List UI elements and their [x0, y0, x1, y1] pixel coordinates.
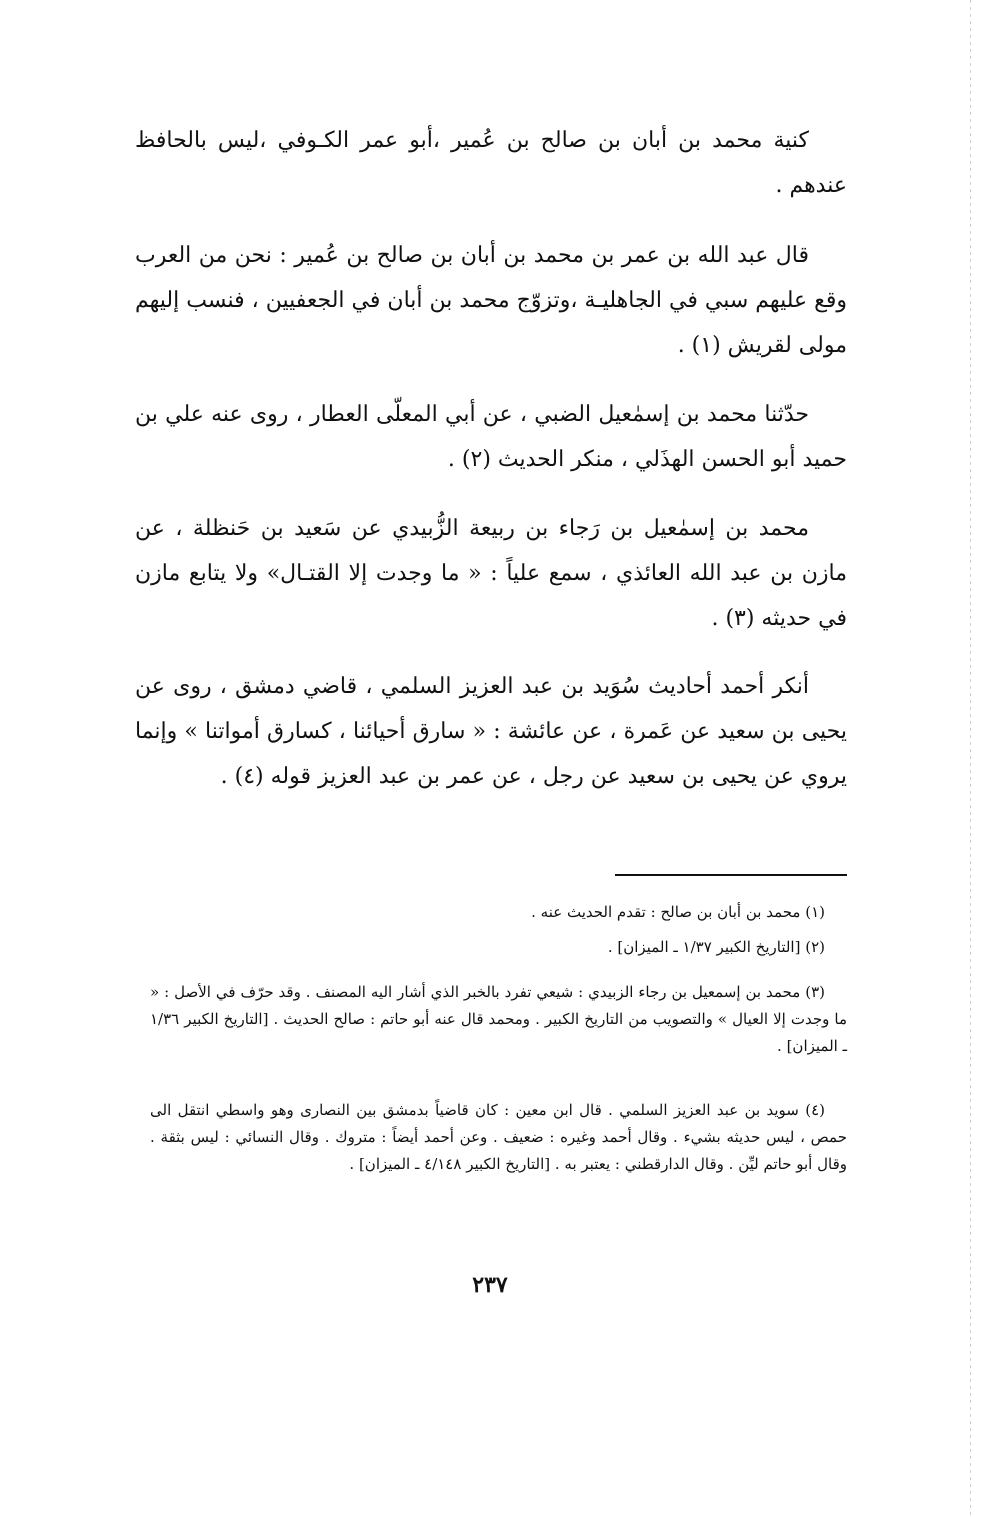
paragraph-abdullah-ibn-umar [135, 233, 847, 368]
paragraph-text: محمد بن إسمٰعيل بن رَجاء بن ربيعة الزُّبيدي عن سَعيد بن حَنظلة ، عن مازن بن عبد الله العائذي ، سمع علياً : « ما وجدت إلا القتـال» ولا يتابع مازن في حديثه (٣) . [135, 516, 847, 631]
footnote-text: (١) محمد بن أبان بن صالح : تقدم الحديث عنه . [531, 903, 825, 921]
paragraph-kunya-muhammad-ibn-aban [135, 118, 847, 208]
footnote-1 [150, 899, 847, 926]
footnote-text: (٢) [التاريخ الكبير ١/٣٧ ـ الميزان] . [607, 938, 825, 956]
paragraph-text: حدّثنا محمد بن إسمٰعيل الضبي ، عن أبي المعلّى العطار ، روى عنه علي بن حميد أبو الحسن الهذَلي ، منكر الحديث (٢) . [135, 402, 847, 472]
footnote-text: (٣) محمد بن إسمعيل بن رجاء الزبيدي : شيعي تفرد بالخبر الذي أشار اليه المصنف . وقد حرّف في الأصل : « ما وجدت إلا العيال » والتصويب من التاريخ الكبير . ومحمد قال عنه أبو حاتم : صالح الحديث . [التاريخ الكبير ١/٣٦ ـ الميزان] . [150, 983, 847, 1055]
paragraph-text: كنية محمد بن أبان بن صالح بن عُمير ،أبو عمر الكـوفي ،ليس بالحافظ عندهم . [135, 128, 847, 198]
scan-edge-line [970, 0, 971, 1517]
paragraph-muhammad-ibn-ismail-zubaydi [135, 506, 847, 641]
page-number: ٢٣٧ [472, 1272, 508, 1298]
paragraph-text: أنكر أحمد أحاديث سُوَيد بن عبد العزيز السلمي ، قاضي دمشق ، روى عن يحيى بن سعيد عن عَمرة ، عن عائشة : « سارق أحيائنا ، كسارق أمواتنا » وإنما يروي عن يحيى بن سعيد عن رجل ، عن عمر بن عبد العزيز قوله (٤) . [135, 674, 847, 789]
paragraph-text: قال عبد الله بن عمر بن محمد بن أبان بن صالح بن عُمير : نحن من العرب وقع عليهم سبي في الجاهليـة ،وتزوّج محمد بن أبان في الجعفيين ، فنسب إليهم مولى لقريش (١) . [135, 243, 847, 358]
footnote-separator [615, 874, 847, 876]
footnote-4 [150, 1097, 847, 1178]
paragraph-suwayd-ibn-abd-al-aziz [135, 664, 847, 799]
footnote-2 [150, 934, 847, 961]
paragraph-muhammad-ibn-ismail-dabbi [135, 392, 847, 482]
footnote-text: (٤) سويد بن عبد العزيز السلمي . قال ابن معين : كان قاضياً بدمشق بين النصارى وهو واسطي انتقل الى حمص ، ليس حديثه بشيء . وقال أحمد وغيره : ضعيف . وعن أحمد أيضاً : متروك . وقال النسائي : ليس بثقة . وقال أبو حاتم ليِّن . وقال الدارقطني : يعتبر به . [التاريخ الكبير ٤/١٤٨ ـ الميزان] . [150, 1101, 847, 1173]
footnote-3 [150, 979, 847, 1060]
